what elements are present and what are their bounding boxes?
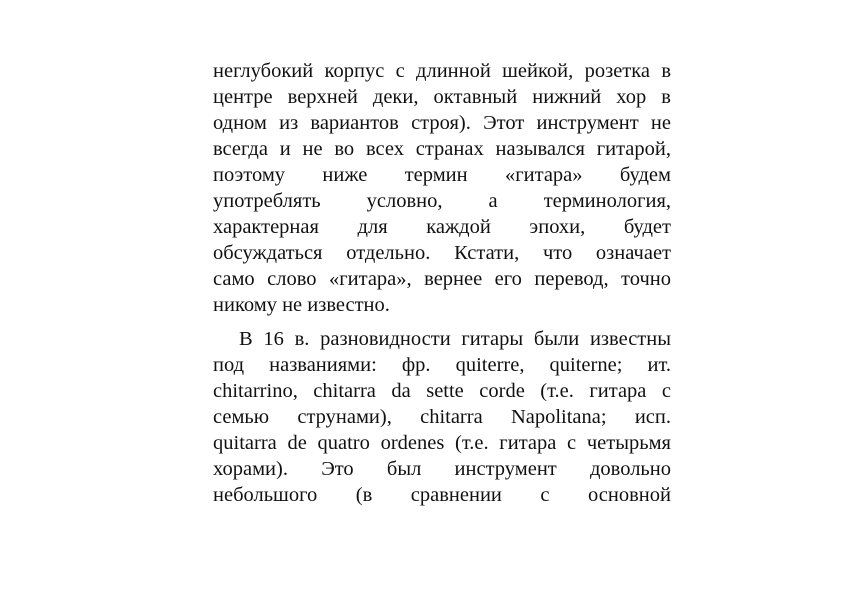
- text-line: центре верхней деки, октавный нижний хор в: [213, 86, 671, 108]
- text-line: под названиями: фр. quiterre, quiterne; ит.: [213, 354, 671, 376]
- paragraph-1: [213, 58, 671, 318]
- text-line: chitarrino, chitarra da sette corde (т.е. гитара с: [213, 380, 671, 402]
- text-line: обсуждаться отдельно. Кстати, что означает: [213, 242, 671, 264]
- text-line: всегда и не во всех странах назывался гитарой,: [213, 138, 671, 160]
- text-line: семью струнами), chitarra Napolitana; исп.: [213, 406, 671, 428]
- text-line: неглубокий корпус с длинной шейкой, розетка в: [213, 60, 671, 82]
- text-line: характерная для каждой эпохи, будет: [213, 216, 671, 238]
- body-text: [213, 58, 671, 508]
- paragraph-spacing: [213, 318, 671, 326]
- text-line: само слово «гитара», вернее его перевод, точно: [213, 268, 671, 290]
- text-line: одном из вариантов строя). Этот инструмент не: [213, 112, 671, 134]
- text-line: хорами). Это был инструмент довольно: [213, 458, 671, 480]
- paragraph-2: [213, 326, 671, 508]
- text-line: quitarra de quatro ordenes (т.е. гитара с четырьмя: [213, 432, 671, 454]
- text-line: никому не известно.: [213, 294, 390, 316]
- text-line: небольшого (в сравнении с основной: [213, 484, 671, 506]
- text-line: В 16 в. разновидности гитары были известны: [239, 328, 671, 350]
- text-line: поэтому ниже термин «гитара» будем: [213, 164, 671, 186]
- text-line: употреблять условно, а терминология,: [213, 190, 671, 212]
